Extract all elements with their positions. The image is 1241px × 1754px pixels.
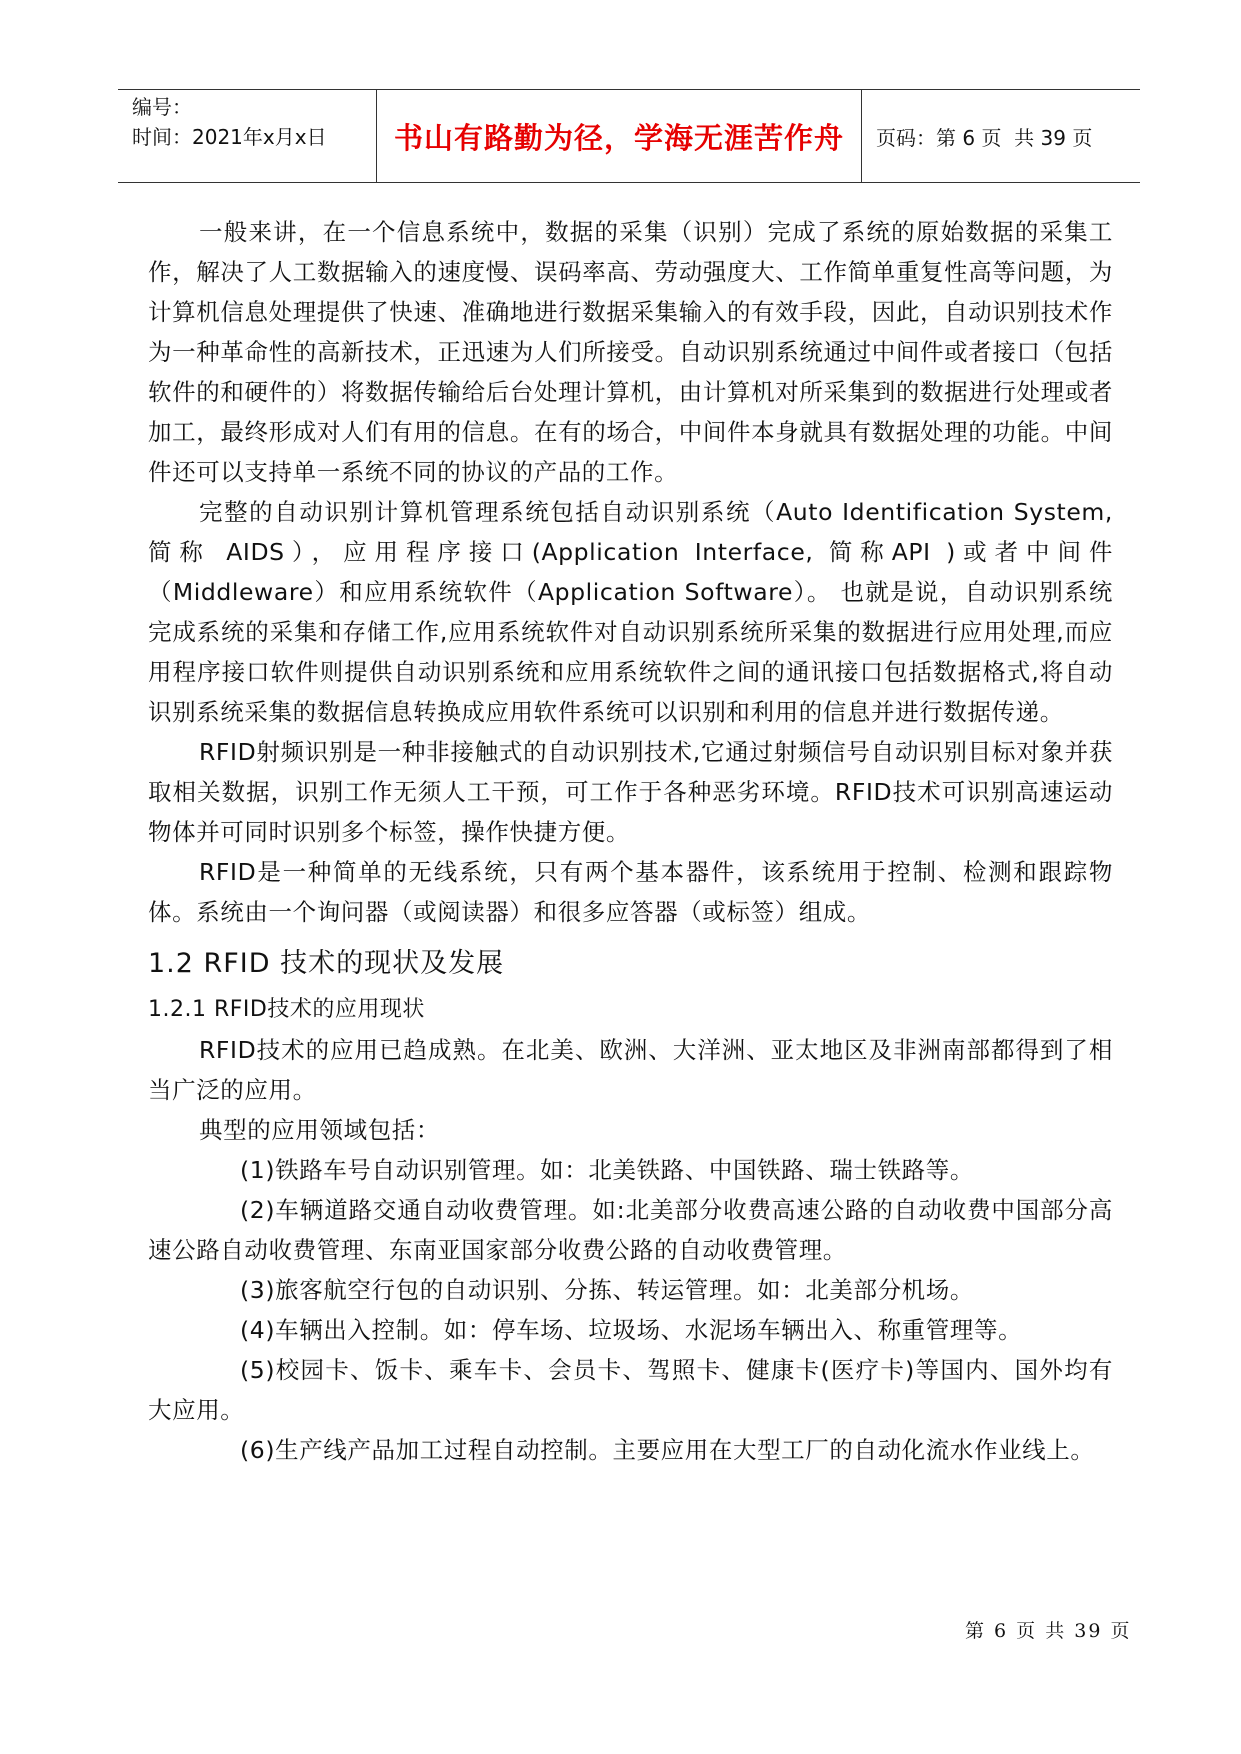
header-motto: 书山有路勤为径，学海无涯苦作舟 <box>376 90 862 182</box>
paragraph-1: 一般来讲，在一个信息系统中，数据的采集（识别）完成了系统的原始数据的采集工作，解决了人工数据输入的速度慢、误码率高、劳动强度大、工作简单重复性高等问题，为计算机信息处理提供了快速、准确地进行数据采集输入的有效手段，因此，自动识别技术作为一种革命性的高新技术，正迅速为人们所接受。自动识别系统通过中间件或者接口（包括软件的和硬件的）将数据传输给后台处理计算机，由计算机对所采集到的数据进行处理或者加工，最终形成对人们有用的信息。在有的场合，中间件本身就具有数据处理的功能。中间件还可以支持单一系统不同的协议的产品的工作。 <box>148 218 1113 486</box>
page-header <box>118 89 1140 183</box>
list-item: (3)旅客航空行包的自动识别、分拣、转运管理。如：北美部分机场。 <box>240 1276 974 1304</box>
paragraph-5: RFID技术的应用已趋成熟。在北美、欧洲、大洋洲、亚太地区及非洲南部都得到了相当广泛的应用。 <box>148 1036 1113 1104</box>
list-item: (4)车辆出入控制。如：停车场、垃圾场、水泥场车辆出入、称重管理等。 <box>240 1316 1023 1344</box>
list-item: (6)生产线产品加工过程自动控制。主要应用在大型工厂的自动化流水作业线上。 <box>240 1436 1095 1464</box>
page-label: 页码：第 6 页 共 39 页 <box>876 125 1093 150</box>
paragraph-4: RFID是一种简单的无线系统，只有两个基本器件，该系统用于控制、检测和跟踪物体。系统由一个询问器（或阅读器）和很多应答器（或标签）组成。 <box>148 858 1113 926</box>
list-item: (5)校园卡、饭卡、乘车卡、会员卡、驾照卡、健康卡(医疗卡)等国内、国外均有大应用。 <box>148 1356 1113 1424</box>
time-label: 时间：2021年x月x日 <box>132 125 327 149</box>
header-meta <box>118 90 376 182</box>
paragraph-2: 完整的自动识别计算机管理系统包括自动识别系统（Auto Identification System, 简称 AIDS），应用程序接口(Application Interface, 简称API )或者中间件（Middleware）和应用系统软件（Application Software）。 也就是说，自动识别系统完成系统的采集和存储工作,应用系统软件对自动识别系统所采集的数据进行应用处理,而应用程序接口软件则提供自动识别系统和应用系统软件之间的通讯接口包括数据格式,将自动识别系统采集的数据信息转换成应用软件系统可以识别和利用的信息并进行数据传递。 <box>148 498 1113 726</box>
document-body <box>148 212 1113 1470</box>
number-label: 编号： <box>132 95 192 119</box>
subsection-heading: 1.2.1 RFID技术的应用现状 <box>148 997 425 1022</box>
paragraph-6: 典型的应用领域包括： <box>199 1116 440 1144</box>
header-page-info <box>862 90 1140 182</box>
paragraph-3: RFID射频识别是一种非接触式的自动识别技术,它通过射频信号自动识别目标对象并获取相关数据，识别工作无须人工干预，可工作于各种恶劣环境。RFID技术可识别高速运动物体并可同时识别多个标签，操作快捷方便。 <box>148 738 1113 846</box>
section-heading: 1.2 RFID 技术的现状及发展 <box>148 948 505 979</box>
page-footer: 第 6 页 共 39 页 <box>965 1620 1132 1642</box>
list-item: (1)铁路车号自动识别管理。如：北美铁路、中国铁路、瑞士铁路等。 <box>240 1156 974 1184</box>
list-item: (2)车辆道路交通自动收费管理。如:北美部分收费高速公路的自动收费中国部分高速公路自动收费管理、东南亚国家部分收费公路的自动收费管理。 <box>148 1196 1113 1264</box>
